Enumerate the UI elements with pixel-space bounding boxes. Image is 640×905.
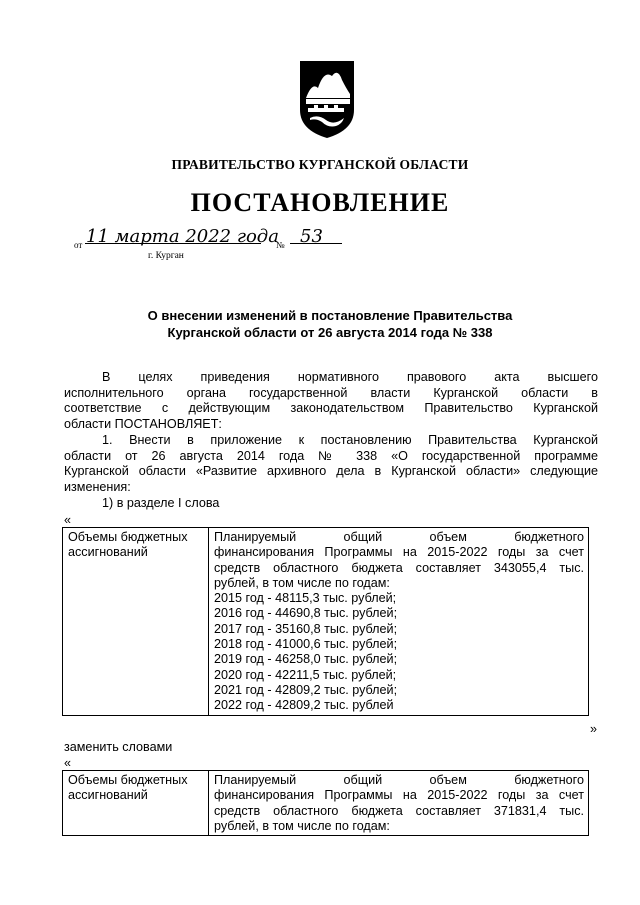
preamble-line: области ПОСТАНОВЛЯЕТ: [64,416,222,431]
number-prefix: № [276,240,285,250]
title-line-1: О внесении изменений в постановление Правительства [147,308,513,323]
item-1-line: изменения: [64,479,131,494]
table-row [63,528,589,716]
title-line-2: Курганской области от 26 августа 2014 года № 338 [167,325,493,340]
table-intro-line: рублей, в том числе по годам: [214,575,390,590]
budget-table-new [62,770,589,836]
close-quote: » [590,722,598,736]
table-year-line: 2016 год - 44690,8 тыс. рублей; [214,606,398,621]
city: г. Курган [148,251,184,261]
handwritten-number: 53 [300,226,323,247]
subitem-1: 1) в разделе I слова [102,496,220,510]
replace-with-text: заменить словами [64,740,173,754]
open-quote: « [64,513,72,527]
table-year-line: 2015 год - 48115,3 тыс. рублей; [214,591,397,606]
item-1-paragraph [64,433,598,495]
table-intro-line: Планируемый общий объем бюджетного [214,530,584,544]
table-value-cell [209,771,589,836]
table-label-cell: Объемы бюджетных ассигнований [63,528,209,716]
table-intro-line: рублей, в том числе по годам: [214,818,390,833]
item-1-line: Курганской области «Развитие архивного дела в Курганской области» следующие [64,464,598,478]
handwritten-date: 11 марта 2022 года [86,226,279,247]
open-quote-2: « [64,756,72,770]
coat-of-arms-emblem [296,58,358,140]
item-1-line: 1. Внести в приложение к постановлению Правительства Курганской [102,433,598,447]
organization-name: ПРАВИТЕЛЬСТВО КУРГАНСКОЙ ОБЛАСТИ [171,157,469,172]
preamble-line: исполнительного органа государственной власти Курганской области в [64,385,598,400]
table-intro-line: Планируемый общий объем бюджетного [214,773,584,787]
preamble-line: В целях приведения нормативного правового акта высшего [102,370,598,384]
table-intro-line: финансирования Программы на 2015-2022 годы за счет [214,545,584,560]
table-intro-line: средств областного бюджета составляет 371831,4 тыс. [214,803,584,818]
table-intro-line: финансирования Программы на 2015-2022 годы за счет [214,788,584,803]
table-year-line: 2021 год - 42809,2 тыс. рублей; [214,682,398,697]
item-1-line: области от 26 августа 2014 года № 338 «О государственной программе [64,448,598,463]
date-line [74,228,374,258]
table-year-line: 2018 год - 41000,6 тыс. рублей; [214,637,398,652]
table-intro-line: средств областного бюджета составляет 343055,4 тыс. [214,560,584,575]
table-label-cell: Объемы бюджетных ассигнований [63,771,209,836]
budget-table-old [62,527,589,716]
document-type: ПОСТАНОВЛЕНИЕ [190,188,450,217]
table-year-line: 2020 год - 42211,5 тыс. рублей; [214,667,397,682]
coat-of-arms-icon [296,58,358,140]
table-value-cell [209,528,589,716]
number-underline [290,243,342,244]
preamble-paragraph [64,370,598,432]
table-year-line: 2017 год - 35160,8 тыс. рублей; [214,621,398,636]
table-year-line: 2019 год - 46258,0 тыс. рублей; [214,652,398,667]
date-prefix: от [74,240,83,250]
preamble-line: соответствие с действующим законодательством Правительство Курганской [64,401,598,415]
date-underline [85,243,261,244]
table-row [63,771,589,836]
document-title [0,307,640,341]
table-year-line: 2022 год - 42809,2 тыс. рублей [214,698,394,713]
